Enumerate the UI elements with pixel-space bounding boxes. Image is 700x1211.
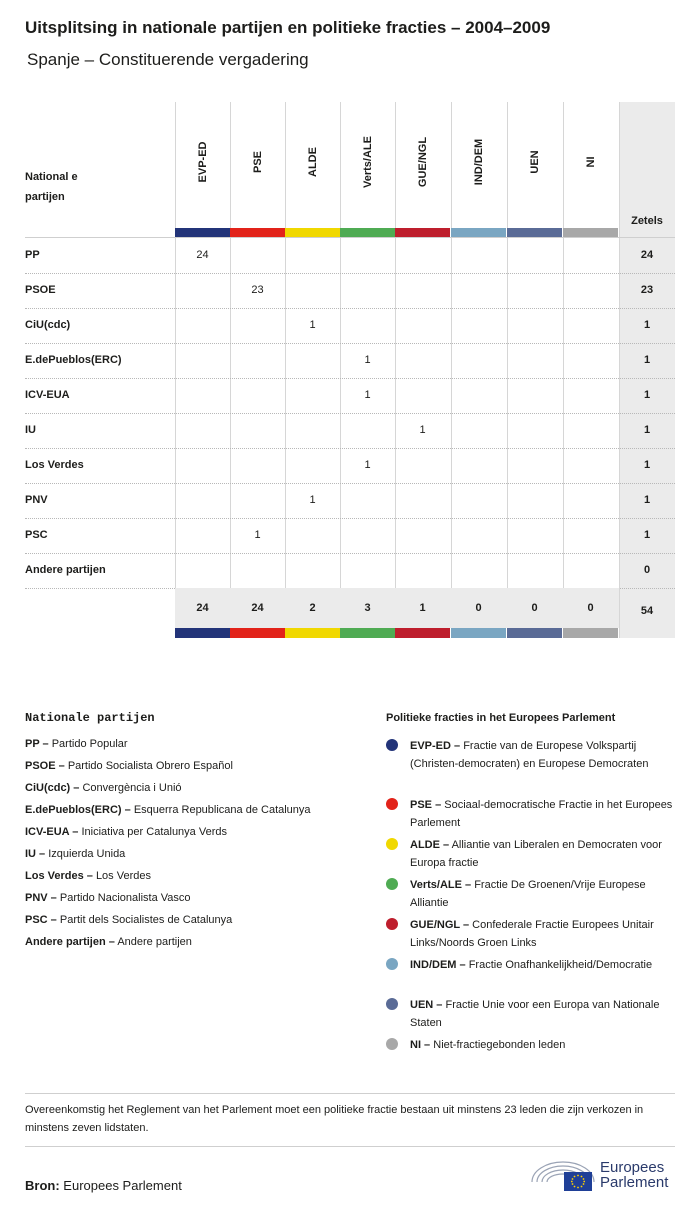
legend-abbr: PP –: [25, 738, 49, 750]
seat-cell: 1: [309, 494, 316, 506]
group-color-bar-bottom: [507, 628, 562, 638]
seat-cell: 1: [254, 529, 261, 541]
divider: [25, 1146, 675, 1147]
page-subtitle: Spanje – Constituerende vergadering: [27, 50, 309, 69]
table-row: [25, 483, 675, 519]
seat-cell: 1: [364, 459, 371, 471]
legend-abbr: Los Verdes –: [25, 870, 93, 882]
row-total: 1: [643, 319, 651, 331]
row-total: 24: [640, 249, 654, 261]
divider: [25, 1093, 675, 1094]
group-color-dot: [386, 918, 398, 930]
logo-text-line2: Parlement: [600, 1174, 669, 1191]
logo-text-line1: Europees: [600, 1159, 665, 1176]
legend-abbr: E.dePueblos(ERC) –: [25, 804, 131, 816]
seat-cell: 1: [364, 354, 371, 366]
group-column-header: [175, 102, 230, 228]
group-column-label: UEN: [528, 150, 541, 174]
legend-name: Partido Popular: [51, 738, 128, 750]
seat-cell: 1: [364, 389, 371, 401]
seat-cell: 1: [419, 424, 426, 436]
table-row: [25, 553, 675, 589]
group-color-bar-bottom: [285, 628, 340, 638]
party-name: Los Verdes: [25, 459, 84, 471]
legend-name: Andere partijen: [117, 936, 192, 948]
european-parliament-logo: [530, 1156, 676, 1194]
zetels-header: Zetels: [631, 215, 663, 227]
group-column-header: [563, 102, 618, 228]
group-column-label: EVP-ED: [196, 141, 209, 183]
legend-abbr: IND/DEM –: [410, 959, 466, 971]
party-name: Andere partijen: [25, 564, 106, 576]
party-name: PP: [25, 249, 40, 261]
seat-cell: 1: [309, 319, 316, 331]
legend-abbr: PSOE –: [25, 760, 65, 772]
table-row: [25, 413, 675, 449]
group-color-dot: [386, 798, 398, 810]
table-row: [25, 518, 675, 554]
group-column-header: [507, 102, 562, 228]
group-color-bar: [340, 228, 395, 237]
group-color-bar: [285, 228, 340, 237]
grand-total: 54: [640, 605, 654, 617]
group-color-dot: [386, 998, 398, 1010]
legend-name: Izquierda Unida: [48, 848, 126, 860]
row-total: 1: [643, 529, 651, 541]
row-total: 1: [643, 424, 651, 436]
party-name: IU: [25, 424, 36, 436]
group-column-label: NI: [584, 156, 597, 168]
legend-abbr: EVP-ED –: [410, 740, 461, 752]
national-parties-header: National e partijen: [25, 171, 78, 203]
national-party-legend-item: [25, 892, 191, 904]
national-party-legend-item: [25, 870, 151, 882]
row-total: 0: [643, 564, 651, 576]
group-column-label: Verts/ALE: [361, 136, 374, 188]
legend-abbr: PSE –: [410, 799, 442, 811]
seat-cell: 23: [251, 284, 264, 296]
group-total: 1: [419, 602, 426, 614]
legend-name: Partit dels Socialistes de Catalunya: [59, 914, 233, 926]
party-name: E.dePueblos(ERC): [25, 354, 122, 366]
group-color-bar: [563, 228, 618, 237]
source-label: Bron:: [25, 1178, 60, 1193]
footnote: Overeenkomstig het Reglement van het Parlement moet een politieke fractie bestaan uit minstens 23 leden die zijn verkozen in minstens zeven lidstaten.: [25, 1104, 644, 1134]
parliament-hemicycle-icon: [530, 1156, 596, 1194]
legend-abbr: IU –: [25, 848, 46, 860]
legend-name: Fractie Onafhankelijkheid/Democratie: [468, 959, 653, 971]
national-party-legend-item: [25, 914, 232, 926]
group-total: 3: [364, 602, 371, 614]
legend-abbr: NI –: [410, 1039, 431, 1051]
group-column-header: [230, 102, 285, 228]
table-row: [25, 308, 675, 344]
table-row: [25, 238, 675, 274]
group-color-bar: [395, 228, 450, 237]
legend-name: Esquerra Republicana de Catalunya: [133, 804, 311, 816]
party-name: PNV: [25, 494, 48, 506]
legend-name: Fractie De Groenen/Vrije Europese Alliantie: [410, 879, 646, 909]
group-color-dot: [386, 1038, 398, 1050]
source-value: Europees Parlement: [63, 1178, 182, 1193]
national-party-legend-item: [25, 848, 125, 860]
national-party-legend-item: [25, 760, 233, 772]
group-color-bar-bottom: [451, 628, 506, 638]
legend-name: Alliantie van Liberalen en Democraten voor Europa fractie: [410, 839, 662, 869]
legend-name: Partido Nacionalista Vasco: [59, 892, 191, 904]
legend-abbr: CiU(cdc) –: [25, 782, 80, 794]
row-total: 1: [643, 354, 651, 366]
group-color-bar-bottom: [395, 628, 450, 638]
row-total: 1: [643, 459, 651, 471]
national-party-legend-item: [25, 804, 311, 816]
seats-table: [25, 102, 675, 638]
legend-abbr: PNV –: [25, 892, 57, 904]
group-total: 0: [587, 602, 594, 614]
party-name: CiU(cdc): [25, 319, 71, 331]
group-color-bar: [230, 228, 285, 237]
legend-name: Sociaal-democratische Fractie in het Europees Parlement: [410, 799, 673, 829]
national-parties-legend-title: Nationale partijen: [25, 711, 155, 725]
legend-abbr: Andere partijen –: [25, 936, 115, 948]
legend-name: Partido Socialista Obrero Español: [67, 760, 233, 772]
party-name: ICV-EUA: [25, 389, 70, 401]
party-name: PSOE: [25, 284, 56, 296]
group-column-header: [451, 102, 506, 228]
legend-abbr: PSC –: [25, 914, 57, 926]
group-total: 24: [196, 602, 209, 614]
group-total: 0: [531, 602, 538, 614]
legend-name: Fractie van de Europese Volkspartij (Christen-democraten) en Europese Democraten: [410, 740, 649, 770]
group-color-bar-bottom: [340, 628, 395, 638]
legend-name: Los Verdes: [95, 870, 151, 882]
legend-abbr: ICV-EUA –: [25, 826, 79, 838]
group-total: 2: [309, 602, 316, 614]
page-title: Uitsplitsing in nationale partijen en politieke fracties – 2004–2009: [25, 18, 551, 37]
table-row: [25, 448, 675, 484]
seat-cell: 24: [196, 249, 209, 261]
group-total: 0: [475, 602, 482, 614]
legend-name: Confederale Fractie Europees Unitair Links/Noords Groen Links: [410, 919, 654, 949]
legend-name: Iniciativa per Catalunya Verds: [81, 826, 227, 838]
group-column-header: [285, 102, 340, 228]
table-row: [25, 343, 675, 379]
legend-abbr: GUE/NGL –: [410, 919, 470, 931]
legend-abbr: UEN –: [410, 999, 443, 1011]
group-color-bar: [175, 228, 230, 237]
group-column-header: [340, 102, 395, 228]
source-line: [25, 1178, 182, 1193]
row-total: 23: [640, 284, 654, 296]
table-row: [25, 273, 675, 309]
legend-name: Convergència i Unió: [82, 782, 182, 794]
group-color-bar: [507, 228, 562, 237]
national-party-legend-item: [25, 826, 227, 838]
row-total: 1: [643, 494, 651, 506]
group-color-dot: [386, 838, 398, 850]
group-color-bar-bottom: [175, 628, 230, 638]
group-column-label: IND/DEM: [472, 138, 485, 186]
group-column-header: [395, 102, 450, 228]
national-party-legend-item: [25, 782, 182, 794]
group-color-dot: [386, 739, 398, 751]
group-color-bar-bottom: [563, 628, 618, 638]
legend-name: Niet-fractiegebonden leden: [433, 1039, 566, 1051]
group-color-bar-bottom: [230, 628, 285, 638]
group-color-bar: [451, 228, 506, 237]
row-total: 1: [643, 389, 651, 401]
group-column-label: GUE/NGL: [416, 136, 429, 188]
group-color-dot: [386, 878, 398, 890]
table-row: [25, 378, 675, 414]
legend-abbr: ALDE –: [410, 839, 450, 851]
legend-abbr: Verts/ALE –: [410, 879, 472, 891]
group-column-label: ALDE: [306, 147, 319, 177]
legend-name: Fractie Unie voor een Europa van Nationale Staten: [410, 999, 660, 1029]
political-groups-legend-title: Politieke fracties in het Europees Parlement: [386, 712, 616, 724]
group-column-label: PSE: [251, 150, 264, 174]
party-name: PSC: [25, 529, 48, 541]
national-party-legend-item: [25, 738, 128, 750]
national-party-legend-item: [25, 936, 192, 948]
group-total: 24: [251, 602, 264, 614]
group-color-dot: [386, 958, 398, 970]
